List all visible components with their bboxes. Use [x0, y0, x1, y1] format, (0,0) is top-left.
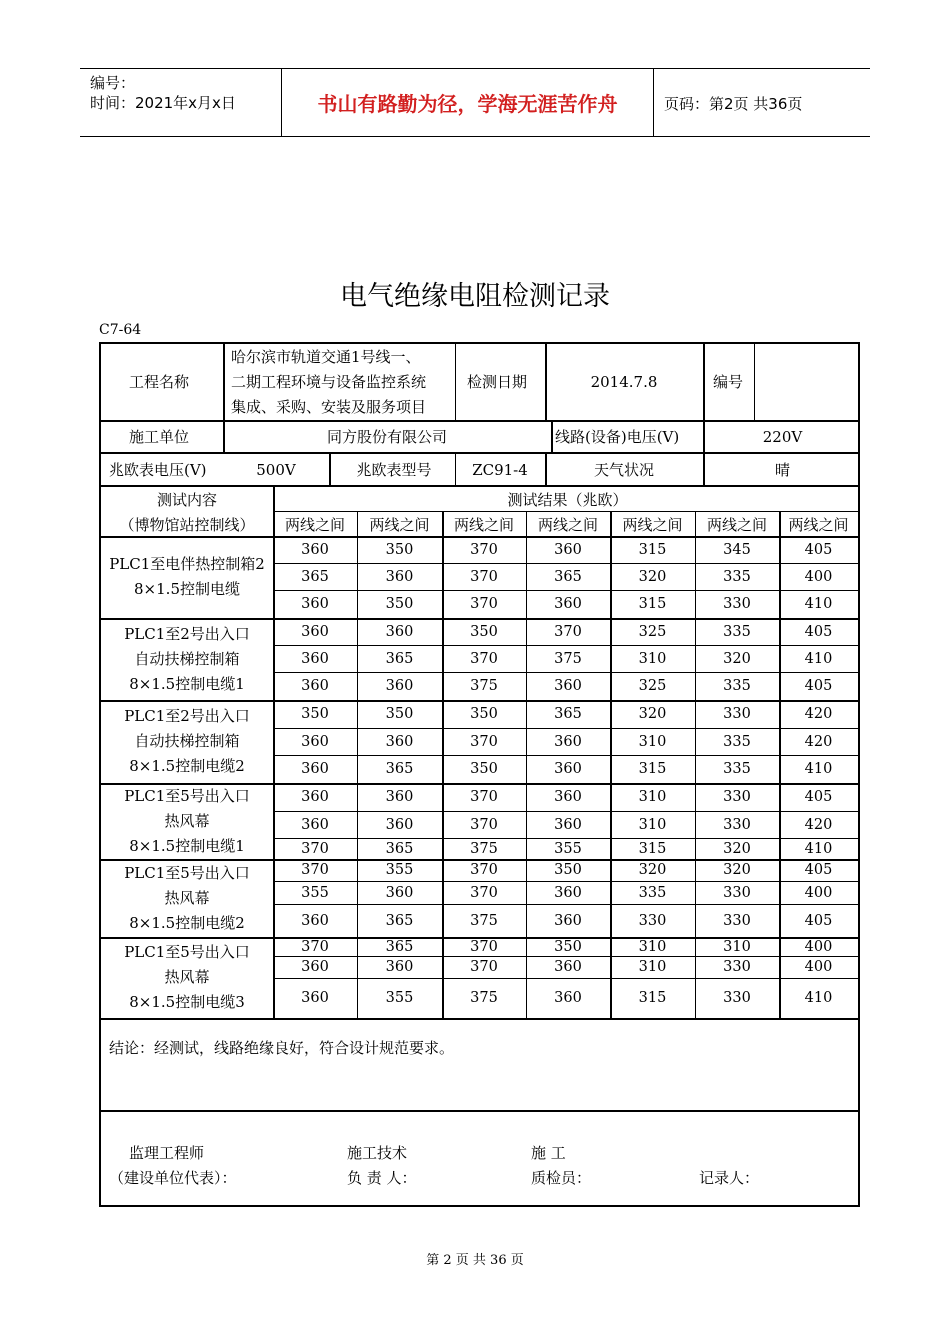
resistance-value: 325 [638, 623, 667, 640]
resistance-value: 315 [638, 761, 667, 777]
header-code-label: 编号： [90, 74, 136, 92]
resistance-value: 375 [470, 990, 498, 1006]
resistance-value: 360 [301, 596, 329, 612]
group-label-line: 8×1.5控制电缆1 [129, 674, 245, 693]
resistance-value: 325 [638, 678, 667, 694]
resistance-value: 360 [554, 678, 582, 694]
resistance-value: 360 [301, 912, 329, 929]
resistance-value: 315 [638, 840, 667, 857]
resistance-value: 345 [723, 541, 751, 558]
resistance-value: 360 [301, 816, 329, 833]
resistance-value: 350 [554, 862, 582, 878]
column-header-6: 两线之间 [706, 516, 767, 534]
resistance-value: 365 [554, 568, 582, 585]
grid-line [273, 728, 858, 729]
resistance-value: 405 [804, 912, 833, 929]
resistance-value: 335 [723, 568, 751, 585]
grid-line [101, 536, 858, 538]
project-name-line-1: 哈尔滨市轨道交通1号线一、 [231, 348, 421, 366]
line-voltage-value: 220V [762, 428, 803, 446]
resistance-value: 405 [804, 862, 833, 878]
resistance-value: 410 [804, 596, 833, 612]
test-content-label: 测试内容 [156, 491, 217, 509]
resistance-value: 360 [301, 678, 329, 694]
project-name-line-3: 集成、采购、安装及服务项目 [231, 398, 427, 416]
resistance-value: 360 [301, 623, 329, 640]
tech-label: 施工技术 [347, 1144, 408, 1162]
document-title: 电气绝缘电阻检测记录 [340, 281, 610, 312]
resistance-value: 405 [804, 541, 833, 558]
resistance-value: 315 [638, 596, 667, 612]
number-label: 编号 [713, 373, 744, 391]
resistance-value: 350 [385, 596, 414, 612]
resistance-value: 310 [638, 650, 667, 667]
supervisor-label: 监理工程师 [129, 1144, 205, 1162]
resistance-value: 370 [470, 959, 498, 975]
resistance-value: 365 [385, 761, 414, 777]
running-header [80, 68, 870, 137]
resistance-value: 360 [301, 733, 329, 750]
resistance-value: 310 [638, 789, 667, 805]
supervisor-sub-label: （建设单位代表）： [109, 1169, 237, 1187]
header-motto: 书山有路勤为径，学海无涯苦作舟 [282, 69, 654, 136]
resistance-value: 370 [470, 789, 498, 805]
resistance-value: 375 [470, 912, 498, 929]
group-label-line: 8×1.5控制电缆2 [129, 757, 245, 775]
resistance-value: 360 [301, 761, 329, 777]
resistance-value: 375 [554, 650, 582, 667]
resistance-value: 320 [723, 650, 751, 667]
project-label: 工程名称 [129, 373, 190, 391]
grid-line [273, 563, 858, 564]
grid-line [273, 645, 858, 646]
grid-line [273, 838, 858, 839]
megger-voltage-label: 兆欧表电压(V) [109, 461, 207, 479]
resistance-value: 335 [723, 678, 751, 694]
resistance-value: 360 [554, 541, 582, 558]
resistance-value: 420 [804, 706, 833, 722]
resistance-value: 375 [470, 840, 498, 857]
resistance-value: 360 [385, 623, 414, 640]
group-label-line: 8×1.5控制电缆1 [129, 836, 245, 855]
resistance-value: 310 [638, 816, 667, 833]
resistance-value: 320 [638, 568, 667, 585]
resistance-value: 370 [470, 568, 498, 585]
resistance-value: 330 [723, 990, 751, 1006]
megger-model-label: 兆欧表型号 [356, 461, 432, 479]
grid-line [101, 485, 858, 487]
resistance-value: 360 [385, 959, 414, 975]
column-header-7: 两线之间 [788, 516, 849, 534]
resistance-value: 335 [723, 733, 751, 750]
resistance-value: 360 [301, 541, 329, 558]
resistance-value: 370 [301, 938, 329, 955]
grid-line [101, 700, 858, 702]
resistance-value: 330 [723, 912, 751, 929]
group-label-line: 自动扶梯控制箱 [134, 649, 240, 668]
header-meta [80, 69, 282, 136]
resistance-value: 350 [301, 706, 329, 722]
group-label-line: 热风幕 [164, 968, 210, 986]
resistance-value: 360 [554, 733, 582, 750]
resistance-value: 310 [723, 938, 751, 955]
group-label-line: PLC1至电伴热控制箱2 [109, 555, 265, 573]
resistance-value: 365 [385, 840, 414, 857]
resistance-value: 360 [301, 650, 329, 667]
resistance-value: 350 [385, 706, 414, 722]
grid-line [101, 618, 858, 620]
grid-line [101, 420, 858, 422]
tech-lead-label: 负 责 人： [347, 1169, 417, 1187]
contractor-value: 同方股份有限公司 [326, 428, 447, 446]
resistance-value: 350 [470, 761, 498, 777]
header-page-info: 页码：第2页 共36页 [664, 95, 803, 113]
group-label-line: 8×1.5控制电缆 [134, 580, 240, 598]
grid-line [273, 511, 858, 512]
group-label-line: PLC1至2号出入口 [124, 624, 250, 643]
resistance-value: 320 [638, 862, 667, 878]
resistance-value: 420 [804, 816, 833, 833]
resistance-value: 400 [804, 959, 833, 975]
resistance-value: 375 [470, 678, 498, 694]
resistance-value: 370 [470, 816, 498, 833]
resistance-value: 330 [723, 596, 751, 612]
resistance-value: 365 [554, 706, 582, 722]
resistance-value: 370 [470, 650, 498, 667]
resistance-value: 370 [470, 884, 498, 901]
resistance-value: 405 [804, 678, 833, 694]
resistance-value: 405 [804, 789, 833, 805]
resistance-value: 360 [554, 912, 582, 929]
qc-label: 质检员： [531, 1169, 592, 1187]
record-table [99, 342, 860, 1207]
grid-line [273, 978, 858, 979]
resistance-value: 360 [385, 733, 414, 750]
resistance-value: 400 [804, 938, 833, 955]
grid-line [273, 881, 858, 882]
resistance-value: 360 [385, 568, 414, 585]
construction-label: 施 工 [531, 1144, 566, 1162]
resistance-value: 400 [804, 568, 833, 585]
resistance-value: 410 [804, 990, 833, 1006]
grid-line [101, 452, 858, 454]
column-header-2: 两线之间 [369, 516, 430, 534]
resistance-value: 360 [301, 959, 329, 975]
group-label-line: 8×1.5控制电缆2 [129, 913, 245, 932]
grid-line [273, 811, 858, 812]
grid-line [273, 755, 858, 756]
resistance-value: 360 [301, 990, 329, 1006]
resistance-value: 330 [723, 789, 751, 805]
resistance-value: 315 [638, 541, 667, 558]
group-label-line: PLC1至5号出入口 [124, 786, 250, 805]
grid-line [455, 344, 456, 420]
resistance-value: 320 [723, 862, 751, 878]
resistance-value: 360 [554, 816, 582, 833]
resistance-value: 330 [723, 884, 751, 901]
resistance-value: 360 [385, 816, 414, 833]
header-date: 时间：2021年x月x日 [90, 94, 236, 112]
resistance-value: 335 [723, 623, 751, 640]
resistance-value: 350 [554, 938, 582, 955]
conclusion-text: 结论：经测试，线路绝缘良好，符合设计规范要求。 [109, 1039, 455, 1057]
weather-label: 天气状况 [593, 461, 654, 479]
resistance-value: 405 [804, 623, 833, 640]
grid-line [273, 590, 858, 591]
column-header-5: 两线之间 [622, 516, 683, 534]
grid-line [223, 344, 225, 420]
resistance-value: 355 [554, 840, 582, 857]
resistance-value: 370 [301, 862, 329, 878]
grid-line [273, 904, 858, 905]
resistance-value: 350 [470, 706, 498, 722]
resistance-value: 350 [385, 541, 414, 558]
resistance-value: 420 [804, 733, 833, 750]
form-code: C7-64 [99, 322, 142, 338]
column-header-3: 两线之间 [453, 516, 514, 534]
test-date-value: 2014.7.8 [590, 373, 658, 391]
group-label-line: 热风幕 [164, 811, 210, 830]
group-label-line: PLC1至2号出入口 [124, 707, 250, 725]
group-label-line: PLC1至5号出入口 [124, 943, 250, 961]
megger-model-value: ZC91-4 [472, 461, 528, 479]
grid-line [101, 1110, 858, 1112]
group-label-line: 8×1.5控制电缆3 [129, 993, 245, 1011]
resistance-value: 360 [554, 596, 582, 612]
group-label-line: PLC1至5号出入口 [124, 863, 250, 882]
resistance-value: 310 [638, 938, 667, 955]
recorder-label: 记录人： [699, 1169, 760, 1187]
test-content-sub: （博物馆站控制线） [119, 516, 255, 534]
test-date-label: 检测日期 [467, 373, 528, 391]
resistance-value: 360 [554, 789, 582, 805]
resistance-value: 330 [638, 912, 667, 929]
resistance-value: 320 [723, 840, 751, 857]
resistance-value: 360 [554, 959, 582, 975]
resistance-value: 330 [723, 816, 751, 833]
resistance-value: 315 [638, 990, 667, 1006]
group-label-line: 自动扶梯控制箱 [134, 732, 240, 750]
resistance-value: 410 [804, 650, 833, 667]
resistance-value: 370 [470, 938, 498, 955]
resistance-value: 370 [554, 623, 582, 640]
resistance-value: 355 [385, 862, 414, 878]
grid-line [551, 420, 553, 452]
resistance-value: 370 [470, 733, 498, 750]
resistance-value: 330 [723, 959, 751, 975]
resistance-value: 310 [638, 959, 667, 975]
resistance-value: 370 [470, 862, 498, 878]
resistance-value: 410 [804, 761, 833, 777]
resistance-value: 370 [470, 541, 498, 558]
grid-line [754, 344, 755, 420]
resistance-value: 360 [385, 678, 414, 694]
resistance-value: 365 [385, 912, 414, 929]
resistance-value: 335 [723, 761, 751, 777]
resistance-value: 310 [638, 733, 667, 750]
resistance-value: 355 [301, 884, 329, 901]
resistance-value: 365 [385, 650, 414, 667]
grid-line [101, 1018, 858, 1020]
resistance-value: 365 [385, 938, 414, 955]
resistance-value: 360 [554, 990, 582, 1006]
contractor-label: 施工单位 [129, 428, 190, 446]
resistance-value: 360 [301, 789, 329, 805]
resistance-value: 360 [385, 884, 414, 901]
grid-line [273, 956, 858, 957]
resistance-value: 335 [638, 884, 667, 901]
column-header-4: 两线之间 [537, 516, 598, 534]
grid-line [273, 672, 858, 673]
page-footer: 第 2 页 共 36 页 [426, 1253, 524, 1268]
line-voltage-label: 线路(设备)电压(V) [555, 428, 680, 446]
resistance-value: 370 [301, 840, 329, 857]
megger-voltage-value: 500V [256, 461, 296, 479]
resistance-value: 350 [470, 623, 498, 640]
weather-value: 晴 [774, 461, 790, 479]
grid-line [703, 344, 705, 420]
group-label-line: 热风幕 [164, 888, 210, 907]
resistance-value: 410 [804, 840, 833, 857]
resistance-value: 320 [638, 706, 667, 722]
resistance-value: 365 [301, 568, 329, 585]
resistance-value: 355 [385, 990, 414, 1006]
project-name-line-2: 二期工程环境与设备监控系统 [231, 373, 427, 391]
resistance-value: 360 [554, 761, 582, 777]
resistance-value: 360 [554, 884, 582, 901]
test-result-label: 测试结果（兆欧） [507, 491, 628, 509]
resistance-value: 400 [804, 884, 833, 901]
column-header-1: 两线之间 [284, 516, 345, 534]
resistance-value: 330 [723, 706, 751, 722]
resistance-value: 360 [385, 789, 414, 805]
resistance-value: 370 [470, 596, 498, 612]
